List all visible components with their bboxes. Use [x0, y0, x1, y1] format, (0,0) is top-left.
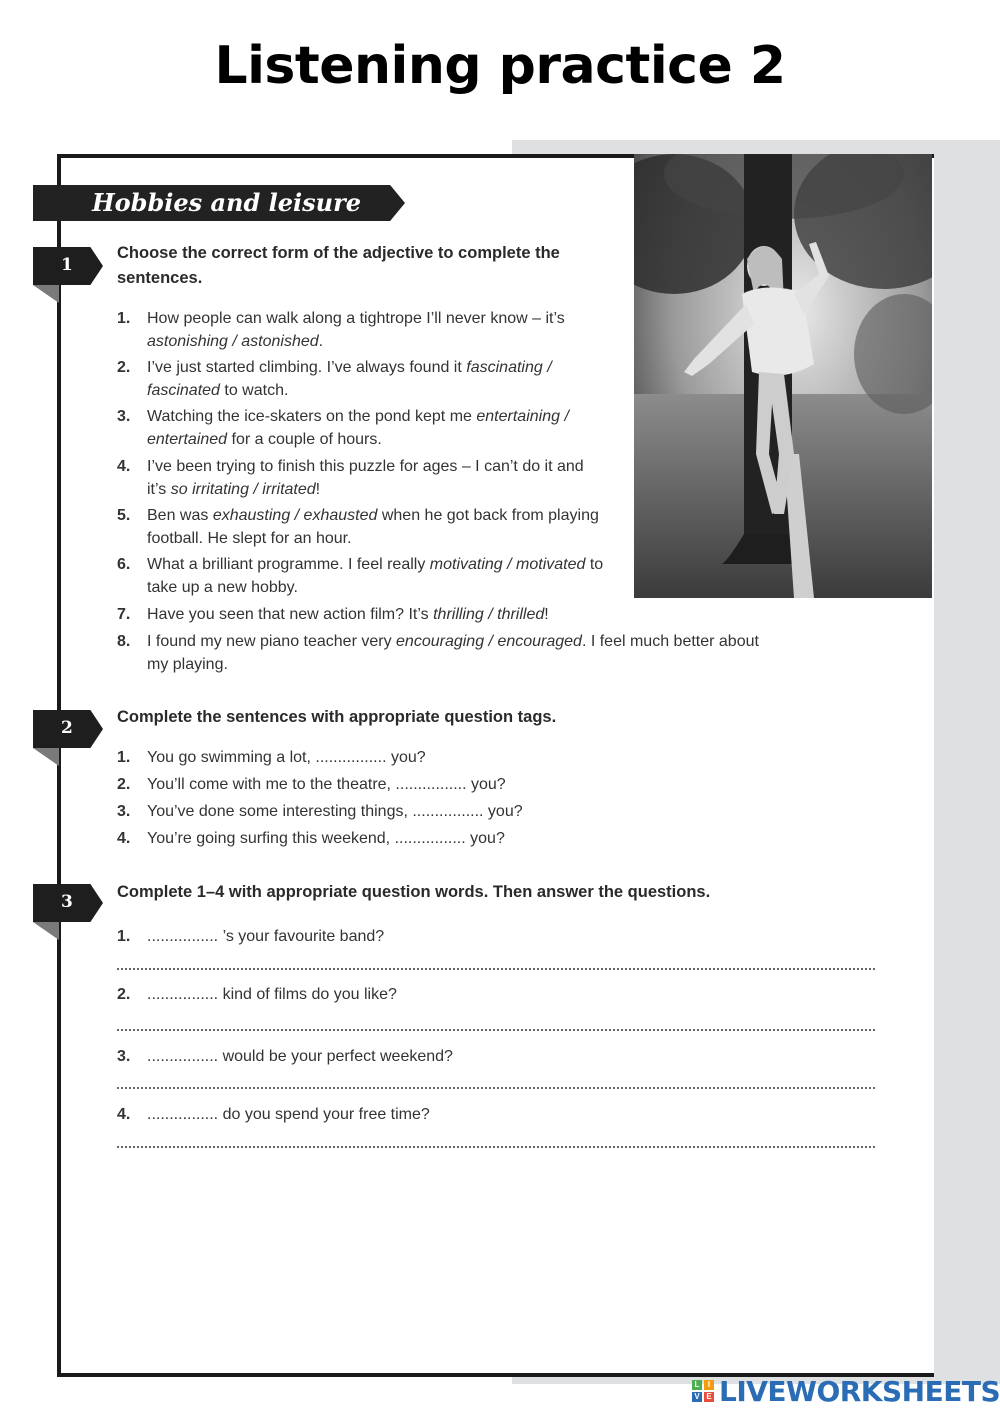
- exercise-3-number-tab: [33, 884, 103, 944]
- page-title: Listening practice 2: [214, 36, 786, 96]
- liveworksheets-logo: [692, 1376, 1000, 1406]
- exercise-1-instruction: Choose the correct form of the adjective to complete the sentences.: [117, 244, 560, 287]
- exercise-2-item: 2. You’ll come with me to the theatre, ................ you?: [117, 776, 506, 793]
- exercise-number: 3: [61, 892, 73, 912]
- answer-line[interactable]: [117, 1085, 875, 1089]
- answer-line[interactable]: [117, 1144, 875, 1148]
- exercise-1-number-tab: [33, 247, 103, 307]
- exercise-2-instruction: Complete the sentences with appropriate question tags.: [117, 708, 557, 726]
- exercise-2-number-tab: [33, 710, 103, 770]
- exercise-1-item: 2. I’ve just started climbing. I’ve always found it fascinating / fascinated to watch.: [117, 359, 552, 399]
- exercise-1-item: 6. What a brilliant programme. I feel really motivating / motivated to take up a new hobby.: [117, 556, 604, 596]
- exercise-1-item: 8. I found my new piano teacher very encouraging / encouraged. I feel much better about my playing.: [117, 633, 759, 673]
- exercise-1-item: 4. I’ve been trying to finish this puzzle for ages – I can’t do it and it’s so irritating / irritated!: [117, 458, 584, 498]
- exercise-2-item: 3. You’ve done some interesting things, ................ you?: [117, 803, 523, 820]
- exercise-1-item: 7. Have you seen that new action film? It’s thrilling / thrilled!: [117, 606, 549, 623]
- exercise-3-item: 3. ................ would be your perfect weekend?: [117, 1048, 453, 1065]
- exercise-3-item: 1. ................ ’s your favourite band?: [117, 928, 385, 945]
- answer-line[interactable]: [117, 1027, 875, 1031]
- exercise-2-item: 4. You’re going surfing this weekend, ................ you?: [117, 830, 505, 847]
- exercise-3-item: 4. ................ do you spend your free time?: [117, 1106, 430, 1123]
- liveworksheets-wordmark: LIVEWORKSHEETS: [719, 1374, 1000, 1408]
- answer-line[interactable]: [117, 966, 875, 970]
- liveworksheets-mark-icon: L I V E: [692, 1380, 714, 1402]
- exercise-number: 1: [61, 255, 73, 275]
- photo-girl-on-slackline: [634, 154, 932, 598]
- exercise-1-item: 3. Watching the ice-skaters on the pond kept me entertaining / entertained for a couple of hours.: [117, 408, 569, 448]
- exercise-1-item: 5. Ben was exhausting / exhausted when he got back from playing football. He slept for an hour.: [117, 507, 599, 547]
- exercise-2-item: 1. You go swimming a lot, ................ you?: [117, 749, 426, 766]
- exercise-3-instruction: Complete 1–4 with appropriate question words. Then answer the questions.: [117, 883, 711, 901]
- exercise-3-item: 2. ................ kind of films do you like?: [117, 986, 397, 1003]
- exercise-1-item: 1. How people can walk along a tightrope I’ll never know – it’s astonishing / astonished.: [117, 310, 565, 350]
- section-banner-title: Hobbies and leisure: [92, 188, 362, 217]
- exercise-number: 2: [61, 718, 73, 738]
- slackline-photo-image: [634, 154, 932, 598]
